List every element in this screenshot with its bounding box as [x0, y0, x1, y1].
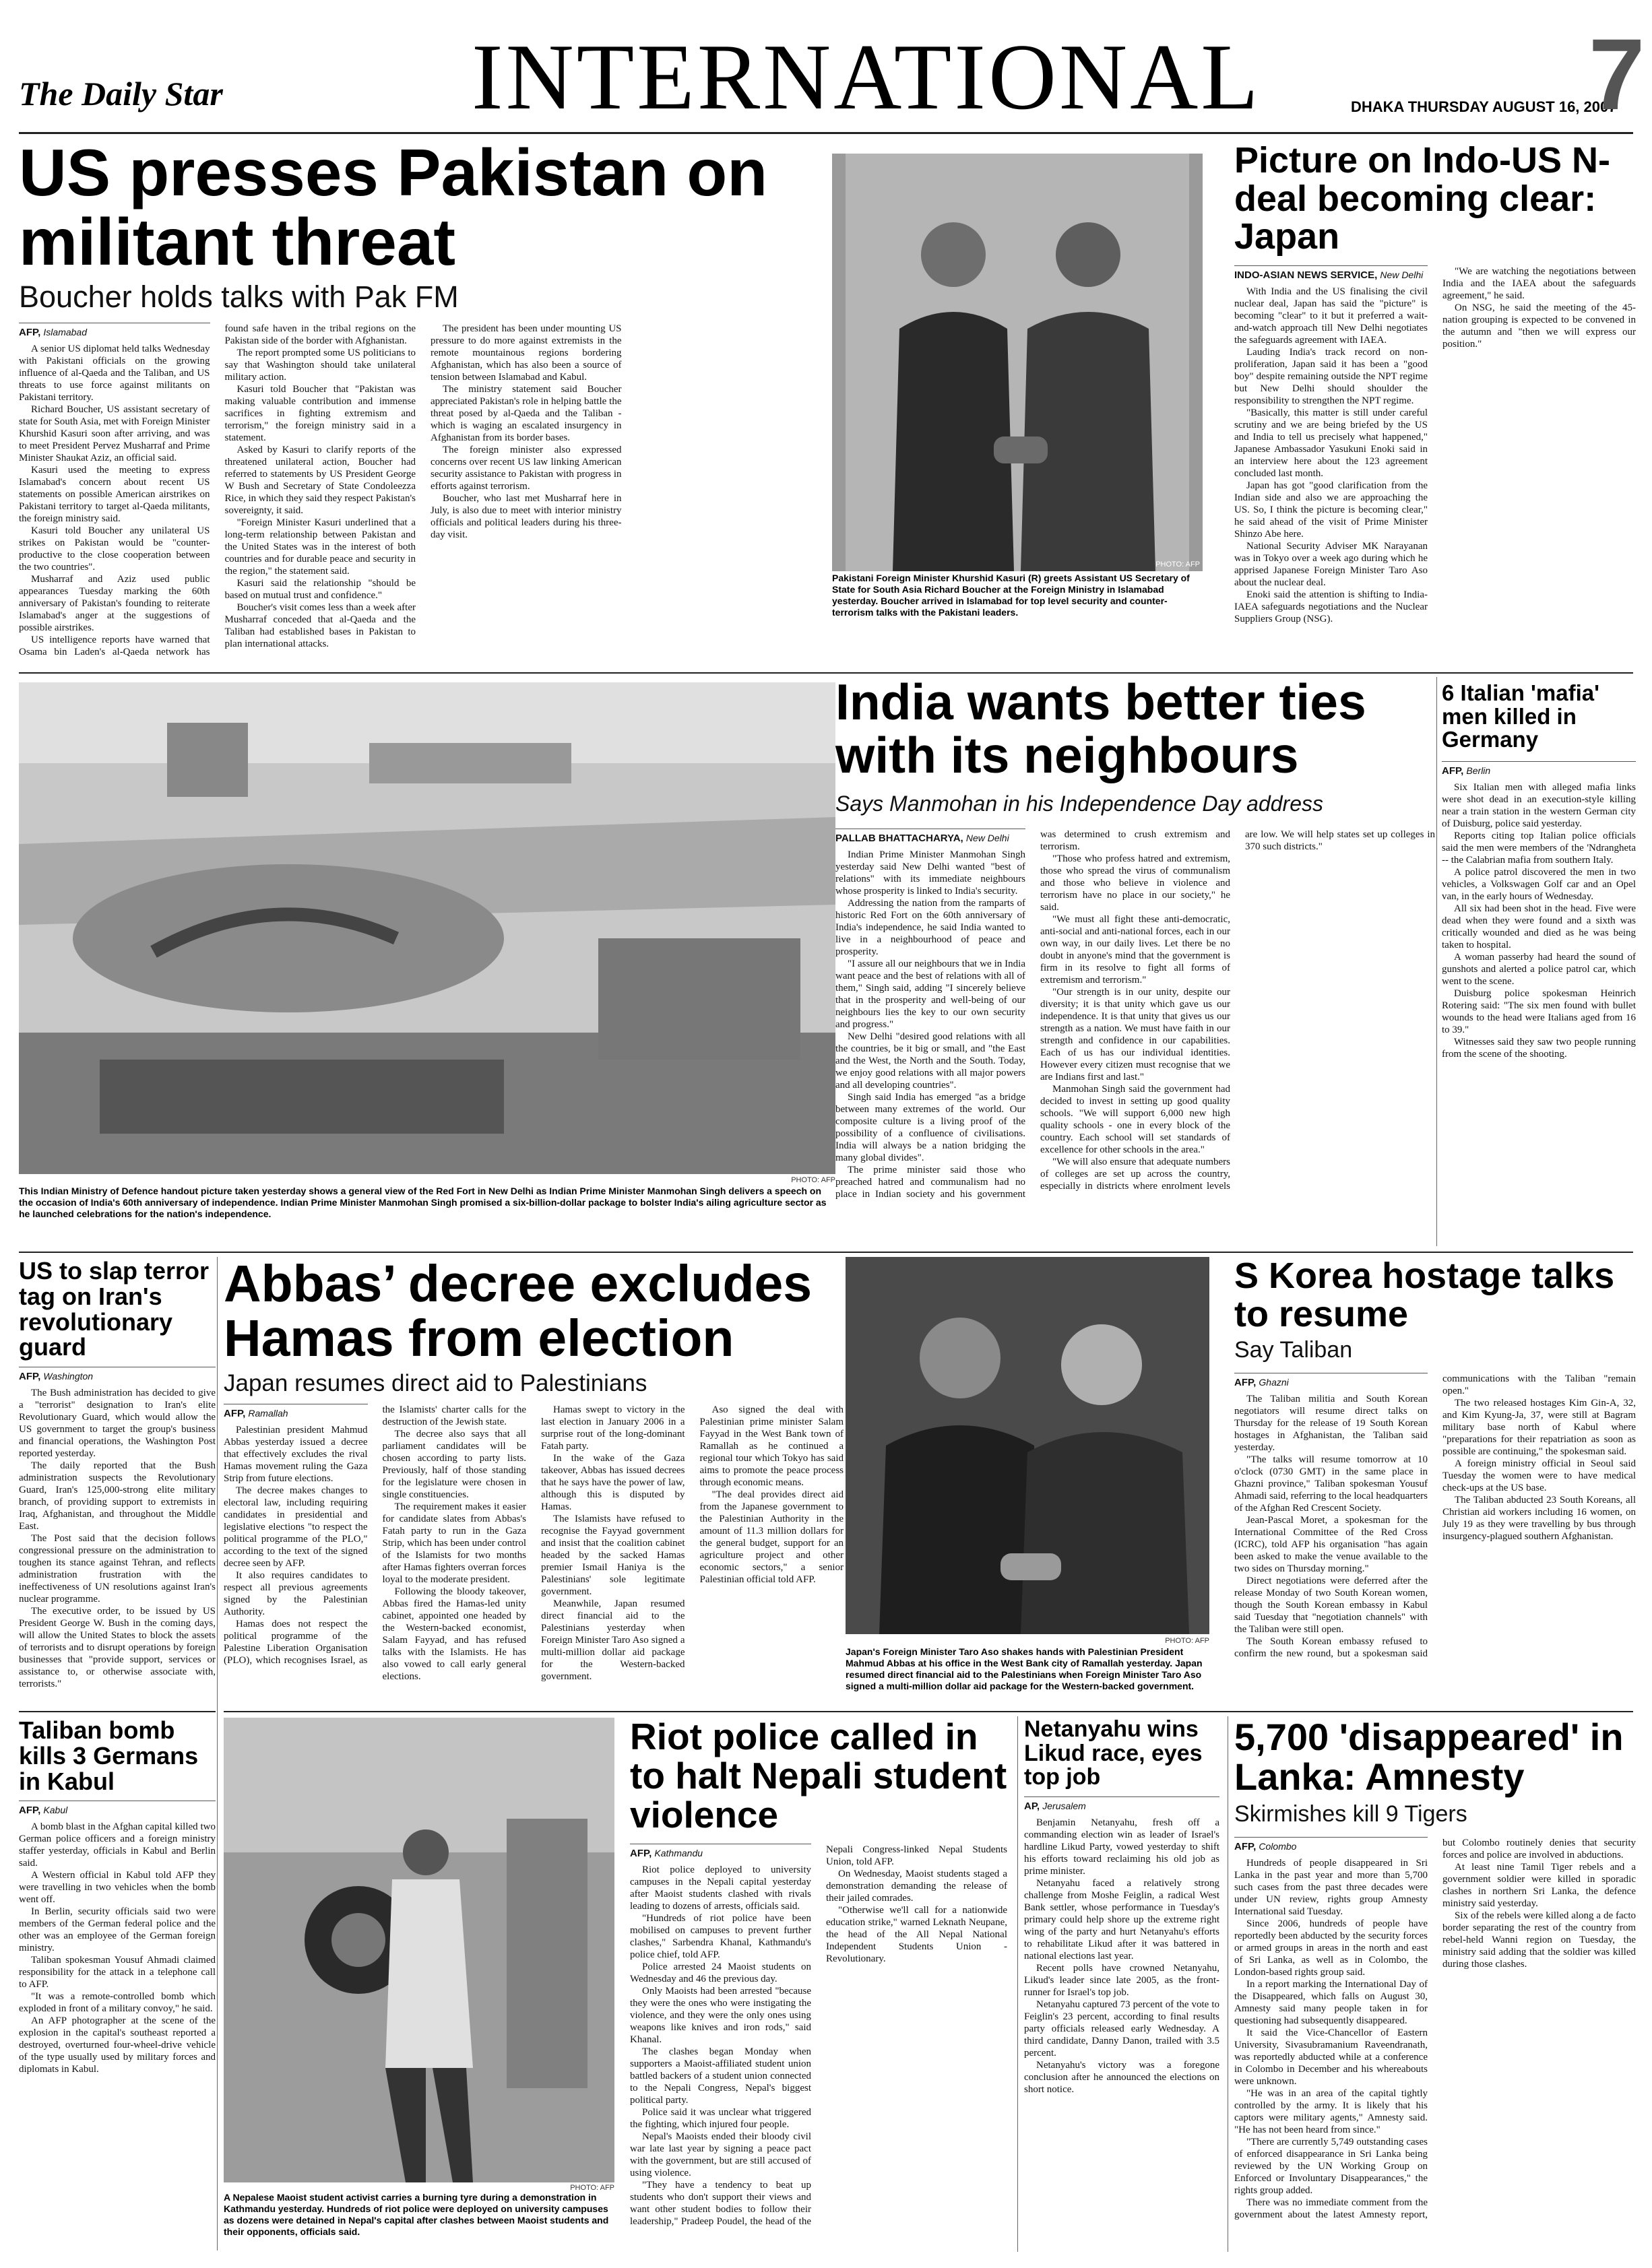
subhead: Say Taliban	[1234, 1337, 1353, 1363]
photo-aso-abbas	[846, 1257, 1209, 1708]
headline: Abbas’ decree excludes Hamas from election	[224, 1255, 813, 1367]
article-abbas-decree	[224, 1257, 844, 1702]
byline: INDO-ASIAN NEWS SERVICE, New Delhi	[1234, 265, 1428, 282]
article-body: AFP, Washington The Bush administration has decided to give a "terrorist" designation to Iran's elite Revolutionary Guard, which would allow the US government to target the group's business and financial operations, the Washington Post reported yesterday. The daily reported that the Bush administration suspects the Revolutionary Guard, Iran's 125,000-strong elite military branch, of providing support to extremists in Iraq, Afghanistan, and throughout the Middle East. The Post said that the decision follows congressional pressure on the administration to toughen its stance against Tehran, and reflects administration frustration with the ineffectiveness of UN resolutions against Iran's nuclear programme. The executive order, to be issued by US President George W. Bush in the coming days, will allow the United States to block the assets of terrorists and to disrupt operations by foreign businesses that "provide support, services or assistance to, or otherwise associate with, terrorists."	[19, 1367, 216, 1673]
article-india-neighbours	[835, 676, 1435, 1248]
byline: AFP, Ramallah	[224, 1404, 368, 1420]
photo-kasuri-boucher	[832, 154, 1203, 625]
headline: 5,700 'disappeared' in Lanka: Amnesty	[1234, 1716, 1624, 1798]
headline: Riot police called in to halt Nepali student violence	[630, 1716, 1007, 1836]
article-body: AFP, Berlin Six Italian men with alleged mafia links were shot dead in an execution-style killing near a train station in the western German city of Duisburg, police said yesterday. Reports citing top Italian police officials said the men were members of the 'Ndrangheta -- the Calabrian mafia from southern Italy. A police patrol discovered the men in two vehicles, a Volkswagen Golf car and an Opel van, in the early hours of Wednesday. All six had been shot in the head. Five were dead when they were found and a sixth was critically wounded and died as he was being taken to hospital. A woman passerby had heard the sound of gunshots and alerted a police patrol car, which went to the scene. Duisburg police spokesman Heinrich Rotering said: "The six men found with bullet wounds to the head were Italians aged from 16 to 39." Witnesses said they saw two people running from the scene of the shooting.	[1442, 761, 1636, 1226]
headline: Taliban bomb kills 3 Germans in Kabul	[19, 1716, 199, 1795]
article-body: AFP, Ramallah Palestinian president Mahmud Abbas yesterday issued a decree that effectively excludes the rival Hamas movement ruling the Gaza Strip from future elections. The decree makes changes to electoral law, including requiring candidates in presidential and legislative elections "to respect the political programme of the PLO," according to the text of the signed decree seen by AFP. It also requires candidates to respect all previous agreements signed by the Palestinian Authority. Hamas does not respect the political programme of the Palestine Liberation Organisation (PLO), which recognises Israel, as the Islamists' charter calls for the destruction of the Jewish state. The decree also says that all parliament candidates will be chosen according to party lists. Previously, half of those standing for the legislature were chosen in single constituencies. The requirement makes it easier for candidate slates from Abbas's Fatah party to run in the Gaza Strip, which has been under control of the Islamists for two months after Hamas fighters overran forces loyal to the moderate president. Following the bloody takeover, Abbas fired the Hamas-led unity cabinet, appointed one headed by the Western-backed economist, Salam Fayyad, and has refused talks with the Islamists. He has also vowed to call early general elections. Hamas swept to victory in the last election in January 2006 in a surprise rout of the long-dominant Fatah party. In the wake of the Gaza takeover, Abbas has issued decrees that he says have the power of law, although this is disputed by Hamas. The Islamists have refused to recognise the Fayyad government and insist that the coalition cabinet headed by the sacked Hamas premier Ismail Haniya is the Palestinians' sole legitimate government. Meanwhile, Japan resumed direct financial aid to the Palestinians yesterday when Foreign Minister Taro Aso signed a multi-million dollar aid package for the Western-backed government. Aso signed the deal with Palestinian prime minister Salam Fayyad in the West Bank town of Ramallah as he continued a regional tour which Tokyo has said aims to promote the peace process through economic means. "The deal provides direct aid from the Japanese government to the Palestinian Authority in the amount of 11.3 million dollars for the general budget, support for an agriculture project and other economic sectors," a senior Palestinian official told AFP.	[224, 1404, 844, 1682]
photo-handshake-icon	[832, 154, 1203, 571]
masthead-rule	[19, 132, 1633, 134]
row-rule-4	[224, 1711, 1633, 1712]
headline: US presses Pakistan on militant threat	[19, 135, 768, 279]
row-rule-3	[19, 1711, 216, 1712]
photo-caption: Pakistani Foreign Minister Khurshid Kasuri (R) greets Assistant US Secretary of State for South Asia Richard Boucher at the Foreign Ministry in Islamabad yesterday. Boucher arrived in Islamabad for top level security and counter-terrorism talks with the Pakistani leaders.	[832, 573, 1190, 618]
photo-credit: PHOTO: AFP	[1165, 1637, 1209, 1645]
photo-caption: A Nepalese Maoist student activist carries a burning tyre during a demonstration in Kathmandu yesterday. Hundreds of riot police were deployed on university campuses as dozens were detained in Nepal's capital after clashes between Maoist students and their opponents, officials said.	[224, 2192, 609, 2237]
article-body: AP, Jerusalem Benjamin Netanyahu, fresh off a commanding election win as leader of Israel's hardline Likud Party, vowed yesterday to shift his efforts toward reclaiming his old job as prime minister. Netanyahu faced a relatively strong challenge from Moshe Feiglin, a radical West Bank settler, whose performance in Tuesday's primary could help shore up the extreme right wing of the party and hurt Netanyahu's efforts to rehabilitate Likud after it was battered in national elections last year. Recent polls have crowned Netanyahu, Likud's leader since late 2005, as the front-runner for Israel's top job. Netanyahu captured 73 percent of the vote to Feiglin's 23 percent, according to final results party officials released early Wednesday. A third candidate, Danny Danon, trailed with 3.5 percent. Netanyahu's victory was a foregone conclusion after he announced the elections on short notice.	[1024, 1796, 1219, 2228]
headline: India wants better ties with its neighbours	[835, 674, 1366, 783]
subhead: Boucher holds talks with Pak FM	[19, 279, 459, 314]
row-rule-1	[19, 672, 1633, 674]
byline: AP, Jerusalem	[1024, 1796, 1219, 1813]
byline: AFP, Islamabad	[19, 323, 210, 339]
headline: US to slap terror tag on Iran's revolutionary guard	[19, 1257, 210, 1361]
photo-burning-tyre-icon	[224, 1718, 614, 2182]
article-indo-us-ndeal	[1234, 141, 1636, 667]
column-rule	[1436, 677, 1437, 1246]
article-body: AFP, Kabul A bomb blast in the Afghan capital killed two German police officers and a foreign ministry staffer yesterday, officials in Kabul and Berlin said. A Western official in Kabul told AFP they were travelling in two vehicles when the bomb went off. In Berlin, security officials said two were members of the German federal police and the other was an employee of the German foreign ministry. Taliban spokesman Yousuf Ahmadi claimed responsibility for the attack in a telephone call to AFP. "It was a remote-controlled bomb which exploded in front of a military convoy," he said. An AFP photographer at the scene of the explosion in the capital's southeast reported a destroyed, overturned four-wheel-drive vehicle of the type usually used by military forces and diplomats in Kabul.	[19, 1801, 216, 2232]
section-title: INTERNATIONAL	[472, 25, 1261, 129]
byline: PALLAB BHATTACHARYA, New Delhi	[835, 829, 1025, 845]
byline: AFP, Ghazni	[1234, 1373, 1428, 1389]
byline: AFP, Kabul	[19, 1801, 216, 1817]
article-body: AFP, Ghazni The Taliban militia and South Korean negotiators will resume direct talks on Thursday for the release of 19 South Korean hostages in Afghanistan, the Taliban said yesterday. "The talks will resume tomorrow at 10 o'clock (0730 GMT) in the same place in Ghazni province," Taliban spokesman Yousuf Ahmadi said, referring to the local headquarters of the Afghan Red Crescent Society. Jean-Pascal Moret, a spokesman for the International Committee of the Red Cross (ICRC), told AFP his organisation "has again been asked to make the venue available to the two sides on Thursday morning." Direct negotiations were deferred after the release Monday of two South Korean women, though the South Korean embassy in Kabul said Tuesday that "negotiation channels" with the Taliban were still open. The South Korean embassy refused to confirm the new round, but a spokesman said communications with the Taliban "remain open." The two released hostages Kim Gin-A, 32, and Kim Kyung-Ja, 37, were still at Bagram military base north of Kabul where "preparations for their repatriation as soon as possible are continuing," the spokesman said. A foreign ministry official in Seoul said Tuesday the women were to have medical check-ups at the US base. The Taliban abducted 23 South Koreans, all Christian aid workers including 16 women, on July 19 as they were travelling by bus through insurgency-plagued southern Afghanistan.	[1234, 1373, 1636, 1660]
byline: AFP, Kathmandu	[630, 1844, 811, 1860]
article-us-pakistan	[19, 135, 827, 670]
photo-nepal-student	[224, 1718, 614, 2257]
column-rule	[217, 1257, 218, 2250]
photo-red-fort	[19, 682, 835, 1248]
article-italian-mafia	[1442, 682, 1636, 1248]
headline: Picture on Indo-US N-deal becoming clear: Japan	[1234, 140, 1610, 257]
article-body: AFP, Kathmandu Riot police deployed to university campuses in the Nepali capital yesterday after Maoist students clashed with rivals leading to dozens of arrests, officials said. "Hundreds of riot police have been mobilised on campuses to prevent further clashes," Sarbendra Khanal, Kathmandu's police chief, told AFP. Police arrested 24 Maoist students on Wednesday and 46 the previous day. Only Maoists had been arrested "because they were the ones who were instigating the violence, and they were the only ones using weapons like knives and iron rods," said Khanal. The clashes began Monday when supporters a Maoist-affiliated student union battled backers of a student union connected to the Nepali Congress, Nepal's biggest political party. Police said it was unclear what triggered the fighting, which injured four people. Nepal's Maoists ended their bloody civil war late last year by signing a peace pact with the government, but are still accused of using violence. "They have a tendency to beat up students who don't support their views and want other student bodies to follow their leadership," Pradeep Poudel, the head of the Nepali Congress-linked Nepal Students Union, told AFP. On Wednesday, Maoist students staged a demonstration demanding the release of their jailed comrades. "Otherwise we'll call for a nationwide education strike," warned Leknath Neupane, the head of the All Nepal National Independent Students Union - Revolutionary.	[630, 1844, 1007, 2228]
headline: Netanyahu wins Likud race, eyes top job	[1024, 1716, 1203, 1790]
article-iran-guard	[19, 1258, 216, 1689]
article-skorea-hostage	[1234, 1257, 1636, 1702]
masthead	[19, 18, 1645, 136]
photo-caption: Japan's Foreign Minister Taro Aso shakes hands with Palestinian President Mahmud Abbas at his office in the West Bank city of Ramallah yesterday. Japan resumed direct financial aid to the Palestinians when Foreign Minister Taro Aso signed a multi-million dollar aid package for the Western-backed government.	[846, 1646, 1203, 1691]
byline: AFP, Berlin	[1442, 761, 1636, 777]
article-netanyahu	[1024, 1718, 1219, 2257]
photo-credit: PHOTO: AFP	[1155, 560, 1200, 569]
article-lanka-disappeared	[1234, 1718, 1636, 2257]
article-body: AFP, Colombo Hundreds of people disappeared in Sri Lanka in the past year and more than 5,700 such cases from the past three decades were under UN review, rights group Amnesty International said Tuesday. Since 2006, hundreds of people have reportedly been abducted by the security forces or armed groups in areas in the north and east of Sri Lanka, as well as in Colombo, the London-based rights group said. In a report marking the International Day of the Disappeared, which falls on August 30, Amnesty said many people taken in for questioning had subsequently disappeared. It said the Vice-Chancellor of Eastern University, Sivasubramanium Raveendranath, was reportedly abducted while at a conference in Colombo in December and his whereabouts were unknown. "He was in an area of the capital tightly controlled by the army. It is likely that his captors were military agents," Amnesty said. "He has not been heard from since." "There are currently 5,749 outstanding cases of enforced disappearance in Sri Lanka being reviewed by the UN Working Group on Enforced or Involuntary Disappearances," the rights group added. There was no immediate comment from the government about the latest Amnesty report, but Colombo routinely denies that security forces and police are involved in abductions. At least nine Tamil Tiger rebels and a government soldier were killed in sporadic clashes in northern Sri Lanka, the defence ministry said yesterday. Six of the rebels were killed along a de facto border separating the rest of the country from rebel-held Wanni region on Tuesday, the ministry said adding that the soldier was killed during those clashes.	[1234, 1837, 1636, 2220]
subhead: Japan resumes direct aid to Palestinians	[224, 1369, 647, 1396]
article-body: AFP, Islamabad A senior US diplomat held talks Wednesday with Pakistani officials on the growing influence of al-Qaeda and the Taliban, and US threats to use force against militants on Pakistani territory. Richard Boucher, US assistant secretary of state for South Asia, met with Foreign Minister Khurshid Kasuri soon after arriving, and was to meet President Pervez Musharraf and Prime Minister Shaukat Aziz, an official said. Kasuri used the meeting to express Islamabad's concern about recent US statements on possible American airstrikes on Pakistani territory to target al-Qaeda militants, the foreign ministry said. Kasuri told Boucher any unilateral US strikes on Pakistan would be "counter-productive to the close cooperation between the two countries". Musharraf and Aziz used public appearances Tuesday marking the 60th anniversary of Pakistan's founding to reiterate Islamabad's anger at the suggestions of possible airstrikes. US intelligence reports have warned that Osama bin Laden's al-Qaeda network has found safe haven in the tribal regions on the Pakistan side of the border with Afghanistan. The report prompted some US politicians to say that Washington should take unilateral military action. Kasuri told Boucher that "Pakistan was making valuable contribution and immense sacrifices in fighting extremism and terrorism," the foreign ministry said in a statement. Asked by Kasuri to clarify reports of the threatened unilateral action, Boucher had referred to statements by US President George W Bush and Secretary of State Condoleezza Rice, in which they said they respect Pakistan's sovereignty, it said. "Foreign Minister Kasuri underlined that a long-term relationship between Pakistan and the United States was in the interest of both countries and for durable peace and security in the region," the statement said. Kasuri said the relationship "should be based on mutual trust and confidence." Boucher's visit comes less than a week after Musharraf conceded that al-Qaeda and the Taliban had established bases in Pakistan to plan international attacks. The president has been under mounting US pressure to do more against extremists in the remote mountainous regions bordering Afghanistan, which has also been a source of tension between Islamabad and Kabul. The ministry statement said Boucher appreciated Pakistan's role in helping battle the threat posed by al-Qaeda and the Taliban - which is waging an escalated insurgency in Afghanistan from its border bases. The foreign minister also expressed concerns over recent US law linking American security assistance to Pakistan with progress in efforts against terrorism. Boucher, who last met Musharraf here in July, is also due to meet with interior ministry officials and political leaders during his three-day visit.	[19, 323, 622, 657]
dateline: DHAKA THURSDAY AUGUST 16, 2007	[1351, 98, 1617, 115]
headline: S Korea hostage talks to resume	[1234, 1256, 1615, 1334]
photo-red-fort-icon	[19, 682, 835, 1174]
byline: AFP, Washington	[19, 1367, 216, 1383]
column-rule	[1017, 1716, 1018, 2252]
photo-credit: PHOTO: AFP	[791, 1176, 835, 1184]
headline: 6 Italian 'mafia' men killed in Germany	[1442, 680, 1599, 752]
page-number: 7	[1589, 18, 1645, 131]
article-nepal-riot	[630, 1718, 1007, 2257]
article-body: INDO-ASIAN NEWS SERVICE, New Delhi With India and the US finalising the civil nuclear deal, Japan has said the "picture" is becoming "clear" to it but it preferred a wait-and-watch approach till New Delhi negotiates the safeguards agreement with IAEA. Lauding India's track record on non-proliferation, Japan said it has been a "good boy" despite remaining outside the NPT regime but New Delhi should shoulder the responsibility to strengthen the NPT regime. "Basically, this matter is still under careful scrutiny and we are being briefed by the US and India to tell us precisely what happened," Japanese Ambassador Yasukuni Enoki said in an interview here about the 123 agreement concluded last month. Japan has got "good clarification from the Indian side and also we are approaching the US. So, I think the picture is becoming clear," he said ahead of the visit of Prime Minister Shinzo Abe here. National Security Adviser MK Narayanan was in Tokyo over a week ago during which he apprised Japanese Foreign Minister Taro Aso about the nuclear deal. Enoki said the attention is shifting to India-IAEA safeguards negotiations and the Nuclear Suppliers Group (NSG). "We are watching the negotiations between India and the IAEA about the safeguards agreement," he said. On NSG, he said the meeting of the 45-nation grouping is expected to be convened in the autumn and "then we will express our position."	[1234, 266, 1636, 625]
byline: AFP, Colombo	[1234, 1837, 1428, 1853]
subhead: Says Manmohan in his Independence Day address	[835, 791, 1323, 816]
logo: The Daily Star	[19, 75, 223, 112]
photo-handshake-icon	[846, 1257, 1209, 1634]
photo-caption: This Indian Ministry of Defence handout picture taken yesterday shows a general view of the Red Fort in New Delhi as Indian Prime Minister Manmohan Singh delivers a speech on the occasion of India's 60th anniversary of independence. Indian Prime Minister Manmohan Singh promised a six-billion-dollar package to bolster India's ailing agriculture sector as he launched celebrations for the nation's independence.	[19, 1186, 827, 1219]
photo-credit: PHOTO: AFP	[570, 2184, 614, 2192]
article-taliban-bomb	[19, 1718, 216, 2257]
article-body: PALLAB BHATTACHARYA, New Delhi Indian Prime Minister Manmohan Singh yesterday said New Delhi wanted "best of relations" with its immediate neighbours whose prosperity is linked to India's security. Addressing the nation from the ramparts of historic Red Fort on the 60th anniversary of India's independence, he said India wanted to live in a neighbourhood of peace and prosperity. "I assure all our neighbours that we in India want peace and the best of relations with all of them," Singh said, adding "I sincerely believe that in the prosperity and well-being of our neighbours lies the key to our own security and progress." New Delhi "desired good relations with all the countries, be it big or small, and "the East and the West, the North and the South. Today, we enjoy good relations with all major powers and all developing countries". Singh said India has emerged "as a bridge between many extremes of the world. Our composite culture is a living proof of the possibility of a confluence of civilisations. India will always be a nation bridging the many global divides". The prime minister said those who preached hatred and communalism had no place in Indian society and his government was determined to crush extremism and terrorism. "Those who profess hatred and extremism, those who spread the virus of communalism and those who believe in violence and terrorism have no place in our society," he said. "We must all fight these anti-democratic, anti-social and anti-national forces, each in our own way, in our daily lives. Let there be no doubt in anyone's mind that the government is firm in its resolve to fight all forms of extremism and terrorism." "Our strength is in our unity, despite our diversity; it is that unity which gave us our independence. It is that unity that gives us our strength as a nation. We must have faith in our strength and confidence in our capabilities. Each of us has our individual identities. However every citizen must recognise that we are Indians first and last." Manmohan Singh said the government had decided to invest in setting up good quality schools. "We will support 6,000 new high quality schools - one in every block of the country. Each school will set standards of excellence for other schools in the area." "We will also ensure that adequate numbers of colleges are set up across the country, especially in districts where enrolment levels are low. We will help states set up colleges in 370 such districts."	[835, 829, 1435, 1200]
row-rule-2	[19, 1252, 1633, 1253]
subhead: Skirmishes kill 9 Tigers	[1234, 1801, 1467, 1827]
